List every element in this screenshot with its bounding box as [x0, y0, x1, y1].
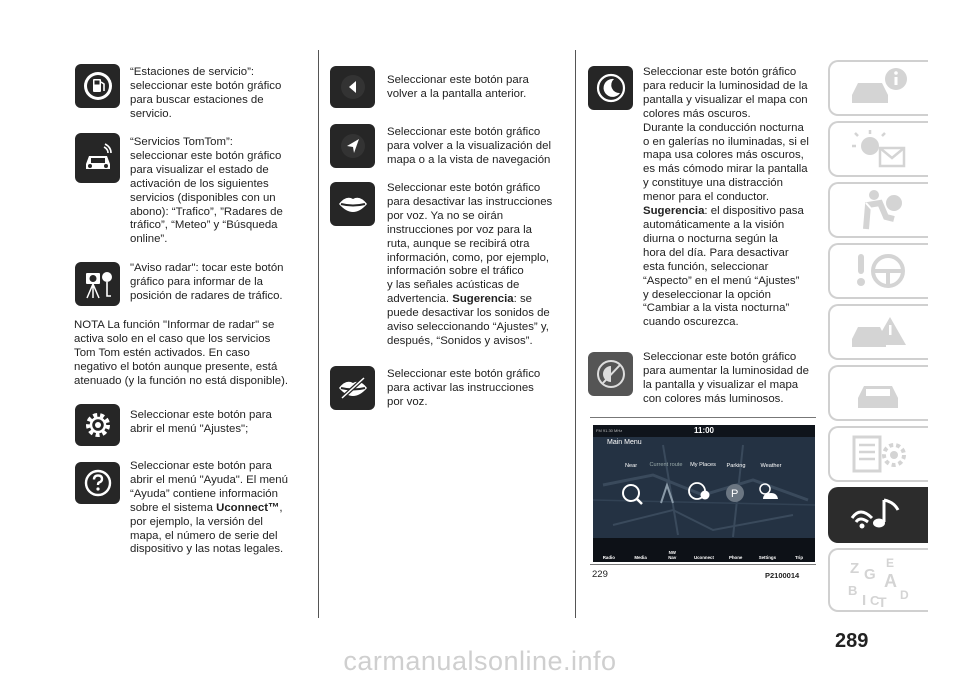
tab-index[interactable] — [828, 548, 928, 612]
svg-text:B: B — [848, 583, 858, 598]
map-view-arrow-icon[interactable] — [330, 124, 375, 168]
night-mode-text-1: Seleccionar este botón gráfico para reducir la luminosidad de la pantalla y visualizar el mapa con colores más oscuros. Durante la conducción nocturna o en galerías no iluminadas, si el mapa usa colores más oscuros, es más cómodo mirar la pantalla y constituye una distracción menor para el conductor. — [643, 66, 809, 204]
my-places-option[interactable]: My Places — [690, 462, 716, 468]
voice-off-text-2: : se puede desactivar los sonidos de aviso seleccionando “Ajustes” y, después, “Sonidos y avisos”. — [387, 293, 550, 347]
help-text-1: Seleccionar este botón para abrir el menú "Ayuda". El menú “Ayuda” contiene información sobre el sistema — [130, 460, 288, 514]
multimedia-music-icon — [844, 492, 914, 538]
voice-on-lips-icon[interactable] — [330, 366, 375, 410]
svg-text:D: D — [900, 588, 909, 602]
voice-off-text-1: Seleccionar este botón gráfico para desactivar las instrucciones por voz. Ya no se oirán instrucciones por voz para la ruta, aunque se recibirá otra información, como, por ejemplo, información sobre el tráfico y las señales acústicas de advertencia. — [387, 182, 553, 306]
fuel-station-icon[interactable] — [75, 64, 120, 108]
uconnect-bold: Uconnect™ — [216, 501, 280, 514]
clock: 11:00 — [693, 426, 715, 435]
near-option[interactable]: Near — [624, 463, 638, 469]
voice-on-description: Seleccionar este botón gráfico para activar las instrucciones por voz. — [387, 368, 541, 408]
figure-top-rule — [590, 417, 816, 418]
svg-text:T: T — [878, 594, 887, 607]
fuel-station-description: “Estaciones de servicio”: seleccionar este botón gráfico para buscar estaciones de servicio. — [130, 66, 282, 120]
tab-starting-driving[interactable] — [828, 243, 928, 299]
map-view-description: Seleccionar este botón gráfico para volver a la visualización del mapa o a la vista de navegación — [387, 126, 551, 166]
svg-text:C: C — [870, 593, 880, 607]
help-question-icon[interactable] — [75, 462, 120, 504]
parking-option[interactable]: Parking — [726, 463, 746, 469]
help-description — [130, 460, 288, 557]
steering-wheel-icon — [844, 248, 914, 294]
watermark: carmanualsonline.info — [343, 646, 617, 676]
column-divider-1 — [318, 50, 319, 618]
radio-tab[interactable]: Radio — [602, 555, 615, 560]
svg-text:I: I — [862, 592, 867, 607]
warning-light-icon — [844, 126, 914, 172]
tab-multimedia[interactable] — [828, 487, 928, 543]
night-mode-description — [643, 66, 809, 330]
uconnect-tab[interactable]: Uconnect — [693, 555, 714, 560]
night-mode-text-2: : el dispositivo pasa automáticamente a la visión diurna o nocturna según la hora del día. Para desactivar esta función, seleccionar “Aspecto” en el menú “Ajustes” y deseleccionar la opción “Cambiar a la vista nocturna” cuando oscurezca. — [643, 205, 804, 329]
column-divider-2 — [575, 50, 576, 618]
car-info-icon — [844, 65, 914, 111]
tab-safety[interactable] — [828, 182, 928, 238]
media-tab[interactable]: Media — [634, 555, 647, 560]
figure-code: P2100014 — [765, 571, 800, 580]
servicing-car-icon — [844, 370, 914, 416]
tab-lights-messages[interactable] — [828, 121, 928, 177]
svg-text:P: P — [731, 488, 739, 500]
suggestion-bold-2: Sugerencia — [643, 205, 705, 218]
help-text-2: , por ejemplo, la versión del mapa, el número de serie del dispositivo y las notas legales. — [130, 501, 284, 556]
main-menu-title: Main Menu — [607, 439, 642, 446]
note-paragraph: NOTA La función "Informar de radar" se activa solo en el caso que los servicios Tom Tom estén activados. En caso negativo el botón aunque presente, está atenuado (y la función no está disponible). — [74, 319, 289, 387]
settings-description: Seleccionar este botón para abrir el menú "Ajustes"; — [130, 409, 272, 435]
voice-off-lips-icon[interactable] — [330, 182, 375, 226]
settings-tab[interactable]: Settings — [758, 555, 777, 560]
svg-text:A: A — [884, 571, 897, 591]
tomtom-services-description: “Servicios TomTom”: seleccionar este botón gráfico para visualizar el estado de activación de los siguientes servicios (disponibles con un abono): “Trafico”, ”Radares de tráfico”, “Meteo” y “Búsqueda online”. — [130, 136, 283, 246]
svg-text:Z: Z — [850, 560, 860, 577]
day-mode-icon[interactable] — [588, 352, 633, 396]
tab-dashboard-info[interactable] — [828, 60, 928, 116]
back-arrow-icon[interactable] — [330, 66, 375, 108]
figure-bottom-rule — [590, 564, 816, 565]
suggestion-bold-1: Sugerencia — [452, 293, 514, 306]
phone-tab[interactable]: Phone — [728, 555, 743, 560]
night-mode-moon-icon[interactable] — [588, 66, 633, 110]
weather-option[interactable]: Weather — [760, 463, 782, 469]
emergency-car-icon — [844, 309, 914, 355]
menu-option-icons — [593, 477, 815, 517]
nav-tab[interactable]: NW Nav — [668, 550, 677, 560]
page-number: 289 — [835, 630, 869, 652]
seat-belt-icon — [844, 187, 914, 233]
current-route-option[interactable]: Current route — [649, 462, 683, 468]
alphabet-index-icon — [844, 553, 914, 607]
tomtom-services-car-icon[interactable] — [75, 133, 120, 183]
svg-text:G: G — [864, 566, 876, 583]
bottom-navigation-bar — [593, 538, 815, 562]
speed-camera-description: "Aviso radar": tocar este botón gráfico para informar de la posición de radares de tráfico. — [130, 262, 284, 302]
trip-tab[interactable]: Trip — [795, 555, 804, 560]
specs-gear-icon — [844, 431, 914, 477]
tab-servicing[interactable] — [828, 365, 928, 421]
settings-gear-icon[interactable] — [75, 404, 120, 446]
back-description: Seleccionar este botón para volver a la pantalla anterior. — [387, 74, 529, 100]
uconnect-screen-figure — [593, 425, 815, 562]
voice-off-description — [387, 182, 552, 349]
speed-camera-icon[interactable] — [75, 262, 120, 306]
tab-technical-specs[interactable] — [828, 426, 928, 482]
svg-text:E: E — [886, 556, 895, 570]
tab-emergency[interactable] — [828, 304, 928, 360]
day-mode-description: Seleccionar este botón gráfico para aumentar la luminosidad de la pantalla y visualizar el mapa con colores más luminosos. — [643, 351, 809, 405]
radio-readout: FM 91.30 MHz — [596, 428, 623, 433]
figure-number: 229 — [592, 569, 608, 580]
